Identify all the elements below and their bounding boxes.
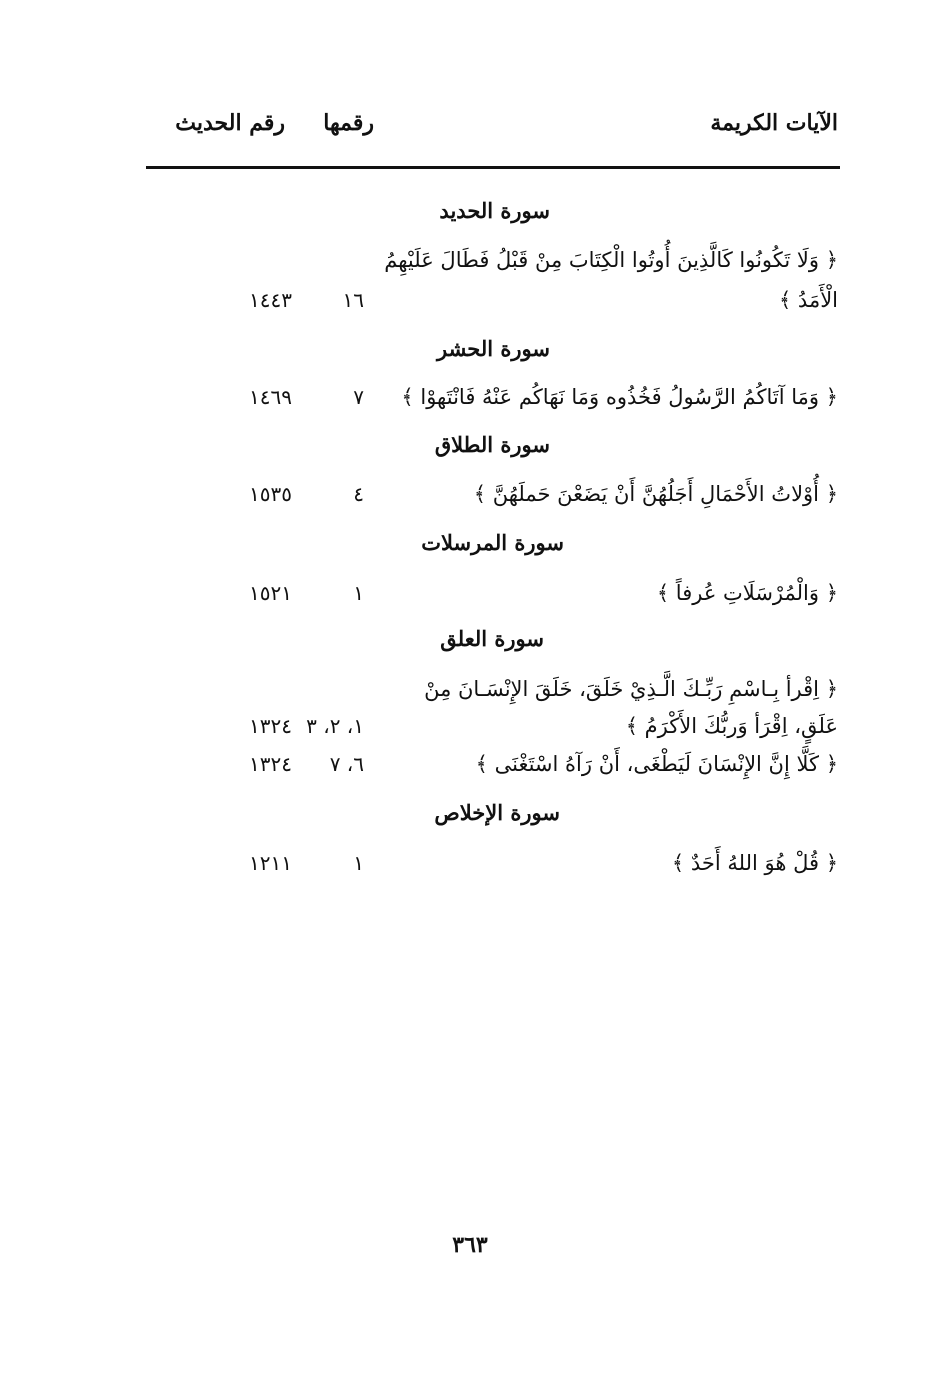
verse-line: ﴿ قُلْ هُوَ اللهُ أَحَدٌ ﴾: [671, 851, 838, 875]
ayah-number: ١: [353, 851, 364, 875]
ayah-number: ٤: [353, 482, 364, 506]
verses-column-header: الآيات الكريمة: [710, 110, 838, 136]
verse-line: ﴿ وَمَا آتَاكُمُ الرَّسُولُ فَخُذُوه وَمَا نَهَاكُم عَنْهُ فَانْتَهوْا ﴾: [401, 385, 838, 409]
ayah-number-column-header: رقمها: [323, 110, 374, 136]
header-rule: [146, 166, 840, 169]
verse-line: الْأَمَدُ ﴾: [778, 288, 838, 312]
verse-line: ﴿ اِقْرأ بِـاسْمِ رَبِّـكَ الَّـذِيْ خَلَقَ، خَلَقَ الإِنْسَـانَ مِنْ: [424, 677, 838, 701]
verse-line: ﴿ أُوْلاتُ الأَحْمَالِ أَجَلُهُنَّ أَنْ يَضَعْنَ حَملَهُنَّ ﴾: [473, 482, 838, 506]
verse-line: ﴿ كَلَّا إِنَّ الإِنْسَانَ لَيَطْغَى، أَنْ رَآهُ اسْتَغْنَى ﴾: [475, 752, 838, 776]
ayah-number: ٧: [353, 385, 364, 409]
ayah-number: ٦، ٧: [329, 752, 364, 776]
hadith-number: ١٣٢٤: [249, 752, 292, 776]
hadith-number: ١٤٤٣: [249, 288, 292, 312]
ayah-number: ١: [353, 581, 364, 605]
surah-heading: سورة المرسلات: [421, 530, 564, 555]
hadith-number: ١٣٢٤: [249, 714, 292, 738]
verse-line: عَلَقٍ، اِقْرَأ وَربُّكَ الأَكْرَمُ ﴾: [625, 714, 838, 738]
surah-heading: سورة الحشر: [436, 336, 550, 361]
hadith-number: ١٥٣٥: [249, 482, 292, 506]
surah-heading: سورة العلق: [440, 626, 544, 651]
verse-line: ﴿ وَلَا تَكُونُوا كَالَّذِينَ أُوتُوا الْكِتَابَ مِنْ قَبْلُ فَطَالَ عَلَيْهِمُ: [384, 248, 838, 272]
hadith-number-column-header: رقم الحديث: [175, 110, 285, 136]
ayah-number: ١٦: [342, 288, 364, 312]
ayah-number: ١، ٢، ٣: [306, 714, 364, 738]
hadith-number: ١٤٦٩: [249, 385, 292, 409]
surah-heading: سورة الطلاق: [434, 432, 550, 457]
hadith-number: ١٥٢١: [249, 581, 292, 605]
page-number: ٣٦٣: [452, 1232, 488, 1258]
surah-heading: سورة الإخلاص: [434, 800, 560, 825]
surah-heading: سورة الحديد: [439, 198, 550, 223]
verse-line: ﴿ وَالْمُرْسَلَاتِ عُرفاً ﴾: [656, 581, 838, 605]
hadith-number: ١٢١١: [249, 851, 292, 875]
